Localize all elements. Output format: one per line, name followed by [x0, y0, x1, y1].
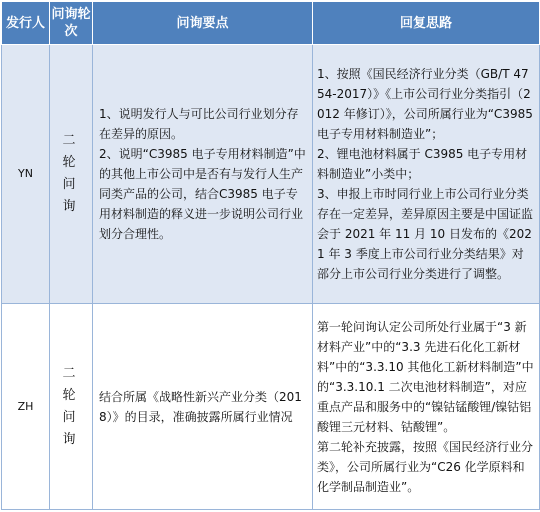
answer-item: 3、申报上市时同行业上市公司行业分类存在一定差异，差异原因主要是中国证监会于 2021 年 11 月 10 日发布的《2021 年 3 季度上市公司行业分类结果》对部分上市公司行业分类进行了调整。 — [317, 187, 534, 281]
points-cell — [93, 304, 313, 510]
points-cell — [93, 45, 313, 304]
answer-cell — [313, 45, 540, 304]
answer-item: 1、按照《国民经济行业分类（GB/T 4754-2017）》《上市公司行业分类指引（2012 年修订）》，公司所属行业为“C3985 电子专用材料制造业”； — [317, 67, 533, 141]
table-row — [2, 45, 540, 304]
header-points: 问询要点 — [93, 2, 313, 45]
header-row — [2, 2, 540, 45]
round-cell: 二轮问询 — [50, 304, 93, 510]
point-item: 1、说明发行人与可比公司行业划分存在差异的原因。 — [99, 107, 299, 141]
header-answer: 回复思路 — [313, 2, 540, 45]
header-round: 问询轮次 — [50, 2, 93, 45]
answer-item: 2、锂电池材料属于 C3985 电子专用材料制造业”小类中； — [317, 147, 528, 181]
round-cell: 二轮问询 — [50, 45, 93, 304]
issuer-cell: ZH — [2, 304, 50, 510]
inquiry-table — [1, 1, 540, 510]
answer-cell — [313, 304, 540, 510]
table-row — [2, 304, 540, 510]
issuer-cell: YN — [2, 45, 50, 304]
answer-item: 第一轮问询认定公司所处行业属于“3 新材料产业”中的“3.3 先进石化化工新材料”中的“3.3.10 其他化工新材料制造”中的“3.3.10.1 二次电池材料制造”，对应重点产品和服务中的“镍钴锰酸锂/镍钴铝酸锂三元材料、钴酸锂”。 — [317, 319, 534, 434]
header-issuer: 发行人 — [2, 2, 50, 45]
point-item: 结合所属《战略性新兴产业分类（2018）》的目录，准确披露所属行业情况 — [99, 389, 302, 424]
point-item: 2、说明“C3985 电子专用材料制造”中的其他上市公司中是否有与发行人生产同类产品的公司，结合C3985 电子专用材料制造的释义进一步说明公司行业划分合理性。 — [99, 147, 306, 241]
answer-item: 第二轮补充披露，按照《国民经济行业分类》，公司所属行业为“C26 化学原料和化学制品制造业”。 — [317, 439, 534, 494]
